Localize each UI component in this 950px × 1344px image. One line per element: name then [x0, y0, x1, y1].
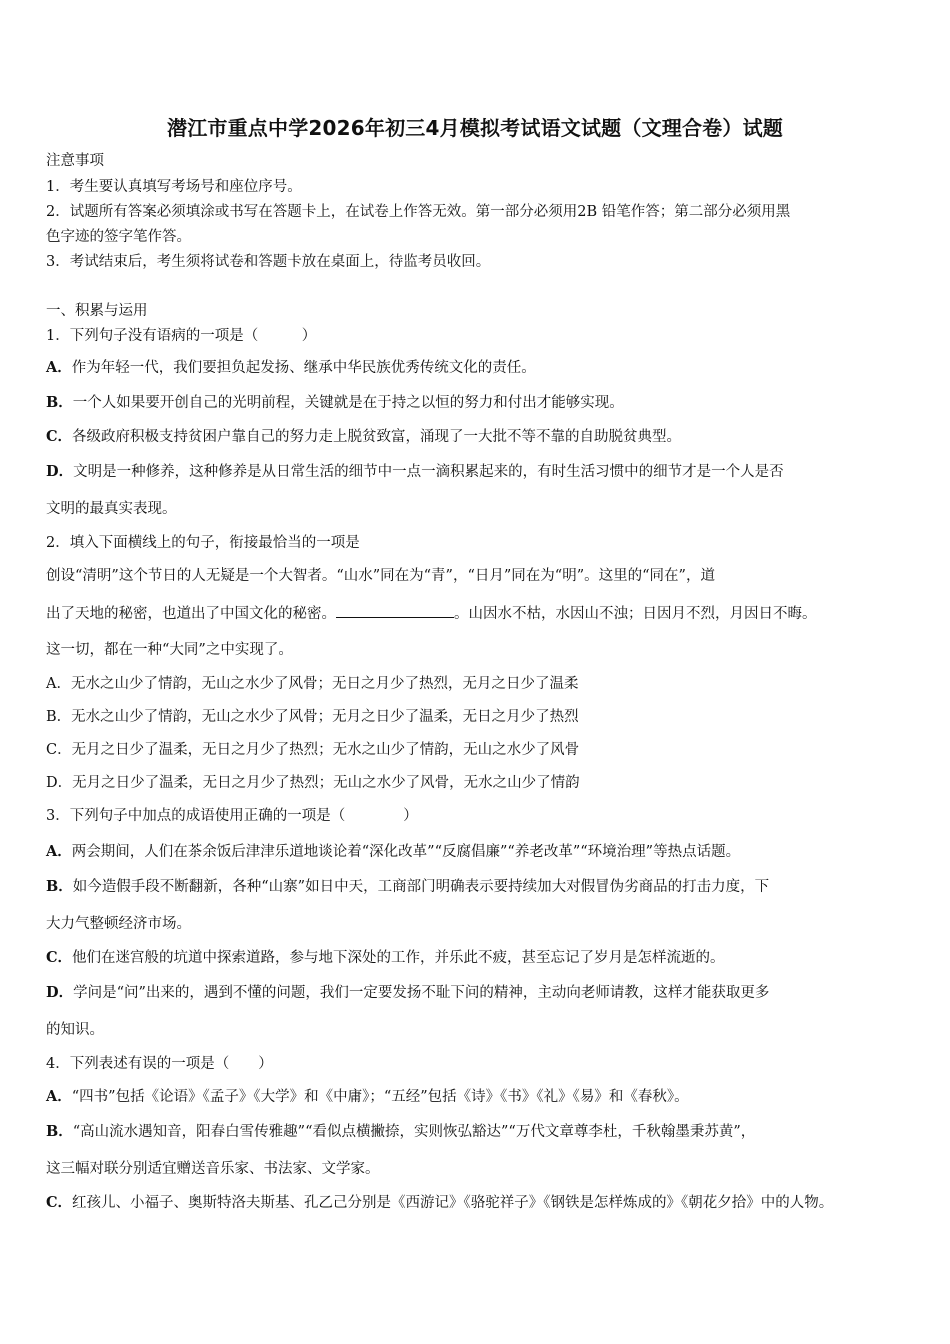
q1-option-d	[46, 462, 784, 482]
fill-in-blank	[336, 602, 454, 618]
option-text: “高山流水遇知音，阳春白雪传雅趣”“看似点横撇捺，实则恢弘豁达”“万代文章尊李杜，千秋翰墨秉苏黄”，	[72, 1124, 756, 1140]
q2-passage-line	[46, 602, 817, 624]
option-text: 作为年轻一代，我们要担负起发扬、继承中华民族优秀传统文化的责任。	[71, 360, 536, 376]
option-label: B．	[46, 878, 73, 895]
option-text: 一个人如果要开创自己的光明前程，关键就是在于持之以恒的努力和付出才能够实现。	[72, 395, 624, 411]
notice-item: 2．试题所有答案必须填涂或书写在答题卡上，在试卷上作答无效。第一部分必须用2B 铅笔作答；第二部分必须用黑	[46, 204, 791, 220]
option-text: 学问是“问”出来的，遇到不懂的问题，我们一定要发扬不耻下问的精神，主动向老师请教，这样才能获取更多	[73, 985, 770, 1001]
notice-item: 1．考生要认真填写考场号和座位序号。	[46, 179, 302, 195]
q2-passage-line: 创设“清明”这个节日的人无疑是一个大智者。“山水”同在为“青”，“日月”同在为“明”。这里的“同在”，道	[46, 568, 715, 584]
option-label: B．	[46, 394, 73, 411]
option-label: D．	[46, 984, 74, 1001]
option-text: 如今造假手段不断翻新，各种“山寨”如日中天，工商部门明确表示要持续加大对假冒伪劣商品的打击力度，下	[72, 879, 770, 895]
question-4-stem: 4．下列表述有误的一项是（ ）	[46, 1056, 273, 1072]
option-text: 各级政府积极支持贫困户靠自己的努力走上脱贫致富，涌现了一大批不等不靠的自助脱贫典型。	[72, 429, 682, 445]
q2-option-a: A．无水之山少了情韵，无山之水少了风骨；无日之月少了热烈，无月之日少了温柔	[46, 676, 579, 692]
q3-option-d	[46, 983, 769, 1003]
option-label: A．	[46, 843, 72, 860]
notice-item: 3．考试结束后，考生须将试卷和答题卡放在桌面上，待监考员收回。	[46, 254, 491, 270]
option-label: D．	[46, 463, 74, 480]
question-3-stem: 3．下列句子中加点的成语使用正确的一项是（ ）	[46, 808, 418, 824]
q1-option-a	[46, 358, 536, 378]
option-text: 两会期间，人们在茶余饭后津津乐道地谈论着“深化改革”“反腐倡廉”“养老改革”“环境治理”等热点话题。	[71, 844, 741, 860]
section-heading: 一、积累与运用	[46, 303, 148, 319]
passage-text: 出了天地的秘密，也道出了中国文化的秘密。	[46, 606, 336, 622]
option-text: 红孩儿、小福子、奥斯特洛夫斯基、孔乙己分别是《西游记》《骆驼祥子》《钢铁是怎样炼成的》《朝花夕拾》中的人物。	[72, 1195, 834, 1211]
q3-option-c	[46, 948, 725, 968]
q2-option-d: D．无月之日少了温柔，无日之月少了热烈；无山之水少了风骨，无水之山少了情韵	[46, 775, 580, 791]
q1-option-b	[46, 393, 624, 413]
q2-option-b: B．无水之山少了情韵，无山之水少了风骨；无月之日少了温柔，无日之月少了热烈	[46, 709, 579, 725]
option-label: B．	[46, 1123, 73, 1140]
option-text: 文明是一种修养，这种修养是从日常生活的细节中一点一滴积累起来的，有时生活习惯中的细节才是一个人是否	[73, 464, 784, 480]
page-title: 潜江市重点中学2026年初三4月模拟考试语文试题（文理合卷）试题	[167, 116, 783, 140]
q1-option-c	[46, 427, 681, 447]
notice-item: 色字迹的签字笔作答。	[46, 229, 191, 245]
q3-option-b	[46, 877, 769, 897]
q3-option-b-continued: 大力气整顿经济市场。	[46, 916, 191, 932]
q4-option-b	[46, 1122, 755, 1142]
option-text: “四书”包括《论语》《孟子》《大学》和《中庸》；“五经”包括《诗》《书》《礼》《易》和《春秋》。	[71, 1089, 689, 1105]
option-label: C．	[46, 1194, 73, 1211]
option-label: A．	[46, 359, 72, 376]
q2-passage-line: 这一切，都在一种“大同”之中实现了。	[46, 642, 293, 658]
option-label: C．	[46, 949, 73, 966]
q4-option-c	[46, 1193, 833, 1213]
q4-option-b-continued: 这三幅对联分别适宜赠送音乐家、书法家、文学家。	[46, 1161, 380, 1177]
q4-option-a	[46, 1087, 689, 1107]
option-label: C．	[46, 428, 73, 445]
question-2-stem: 2．填入下面横线上的句子，衔接最恰当的一项是	[46, 535, 360, 551]
q3-option-a	[46, 842, 740, 862]
notice-heading: 注意事项	[46, 153, 104, 169]
passage-text: 。山因水不枯，水因山不浊；日因月不烈，月因日不晦。	[454, 606, 817, 622]
option-text: 他们在迷宫般的坑道中探索道路，参与地下深处的工作，并乐此不疲，甚至忘记了岁月是怎样流逝的。	[72, 950, 725, 966]
question-1-stem: 1．下列句子没有语病的一项是（ ）	[46, 328, 317, 344]
q2-option-c: C．无月之日少了温柔，无日之月少了热烈；无水之山少了情韵，无山之水少了风骨	[46, 742, 580, 758]
q1-option-d-continued: 文明的最真实表现。	[46, 501, 177, 517]
q3-option-d-continued: 的知识。	[46, 1022, 104, 1038]
option-label: A．	[46, 1088, 72, 1105]
